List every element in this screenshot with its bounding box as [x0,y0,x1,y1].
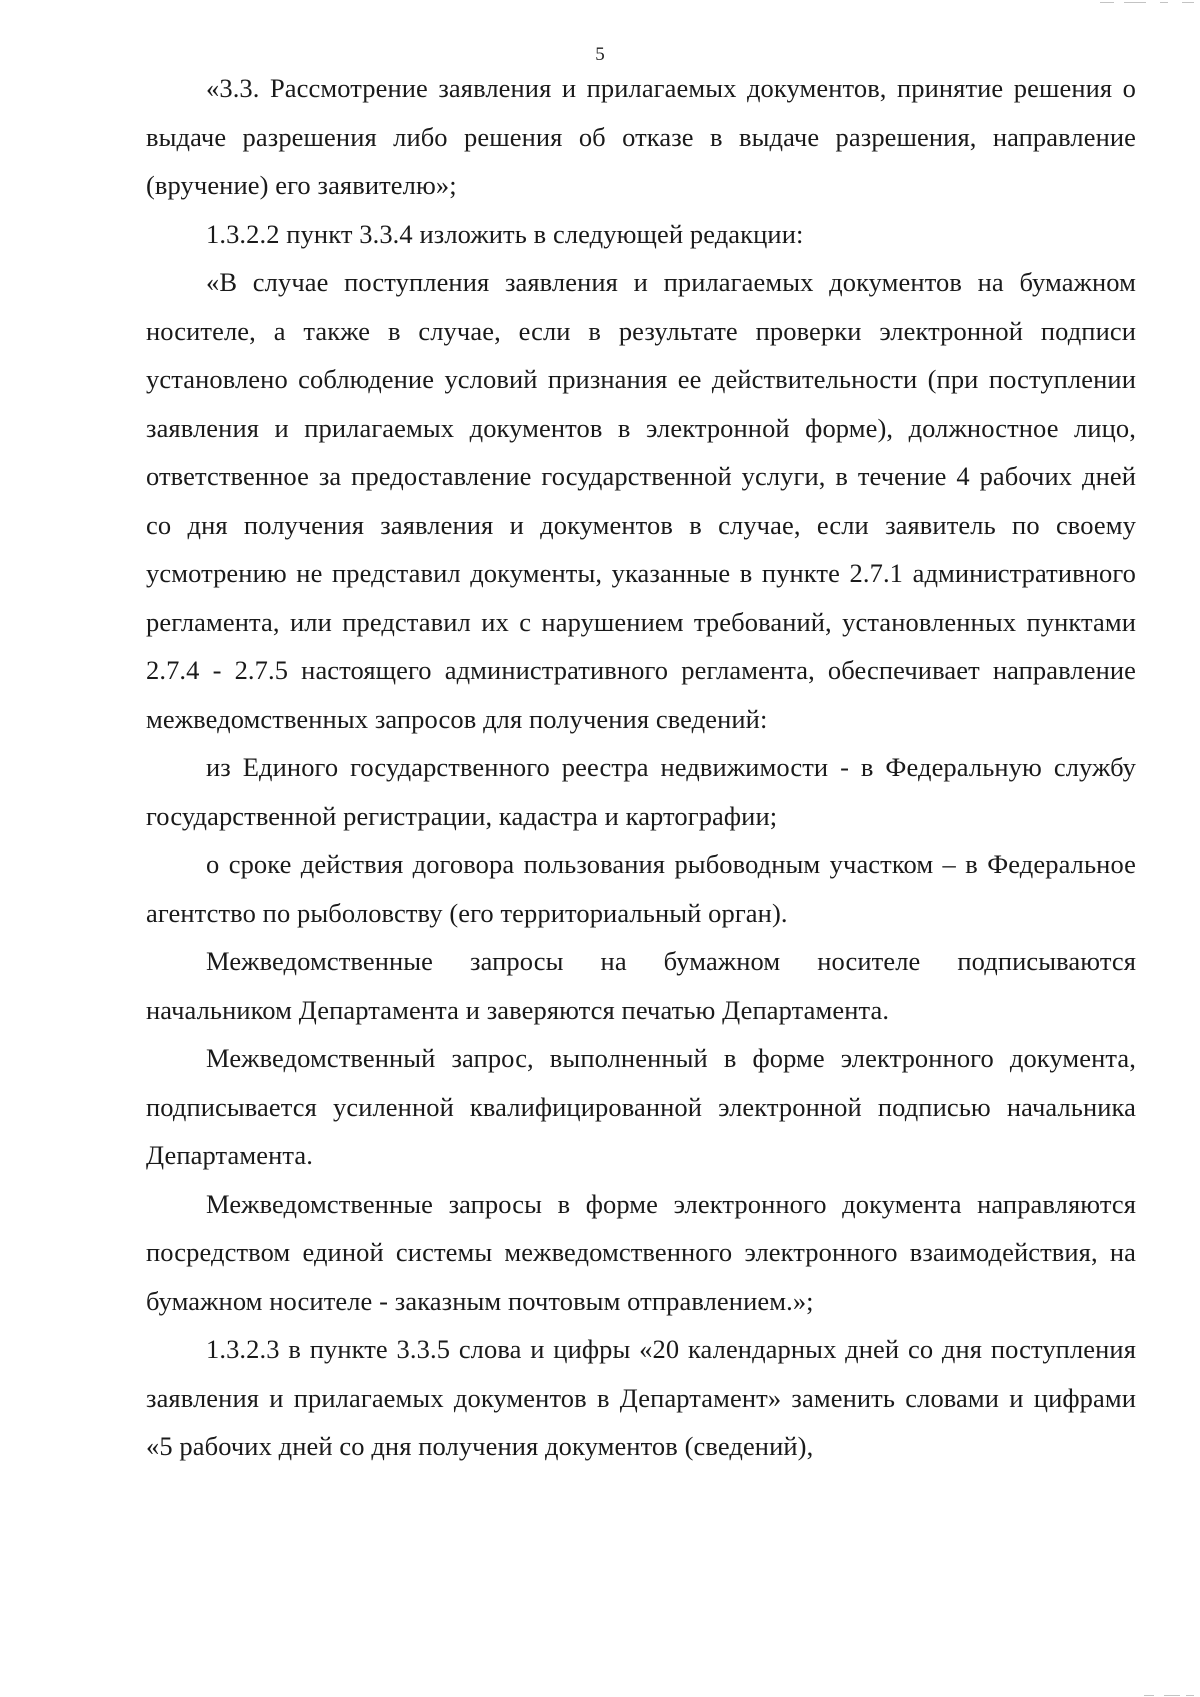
paragraph-amendment-1-3-2-3: 1.3.2.3 в пункте 3.3.5 слова и цифры «20 календарных дней со дня поступления заявления и прилагаемых документов в Департамент» заменить словами и цифрами «5 рабочих дней со дня получения документов (сведений), [146,1334,1136,1461]
paragraph-electronic-request: Межведомственный запрос, выполненный в форме электронного документа, подписывается усиленной квалифицированной электронной подписью начальника Департамента. [146,1043,1136,1170]
paragraph-registry-request: из Единого государственного реестра недвижимости - в Федеральную службу государственной регистрации, кадастра и картографии; [146,752,1136,831]
page-number: 5 [595,44,605,65]
paragraph-request-delivery: Межведомственные запросы в форме электронного документа направляются посредством единой системы межведомственного электронного взаимодействия, на бумажном носителе - заказным почтовым отправлением.»; [146,1188,1136,1316]
paragraph-fishery-request: о сроке действия договора пользования рыбоводным участком – в Федеральное агентство по рыболовству (его территориальный орган). [146,849,1136,928]
paragraph-point-3-3-4-text: «В случае поступления заявления и прилагаемых документов на бумажном носителе, а также в случае, если в результате проверки электронной подписи установлено соблюдение условий признания ее действительности (при поступлении заявления и прилагаемых документов в электронной форме), должностное лицо, ответственное за предоставление государственной услуги, в течение 4 рабочих дней со дня получения заявления и документов в случае, если заявитель по своему усмотрению не представил документы, указанные в пункте 2.7.1 административного регламента, или представил их с нарушением требований, установленных пунктами 2.7.4 - 2.7.5 настоящего административного регламента, обеспечивает направление межведомственных запросов для получения сведений: [146,267,1136,734]
paragraph-amendment-1-3-2-2: 1.3.2.2 пункт 3.3.4 изложить в следующей редакции: [206,218,804,249]
scan-edge-mark-bottom [1140,1691,1200,1697]
paragraph-paper-requests: Межведомственные запросы на бумажном носителе подписываются начальником Департамента и заверяются печатью Департамента. [146,946,1136,1025]
paragraph-section-3-3-title: «3.3. Рассмотрение заявления и прилагаемых документов, принятие решения о выдаче разрешения либо решения об отказе в выдаче разрешения, направление (вручение) его заявителю»; [146,73,1136,200]
document-body [146,64,1136,1471]
scan-edge-mark [1090,0,1200,10]
